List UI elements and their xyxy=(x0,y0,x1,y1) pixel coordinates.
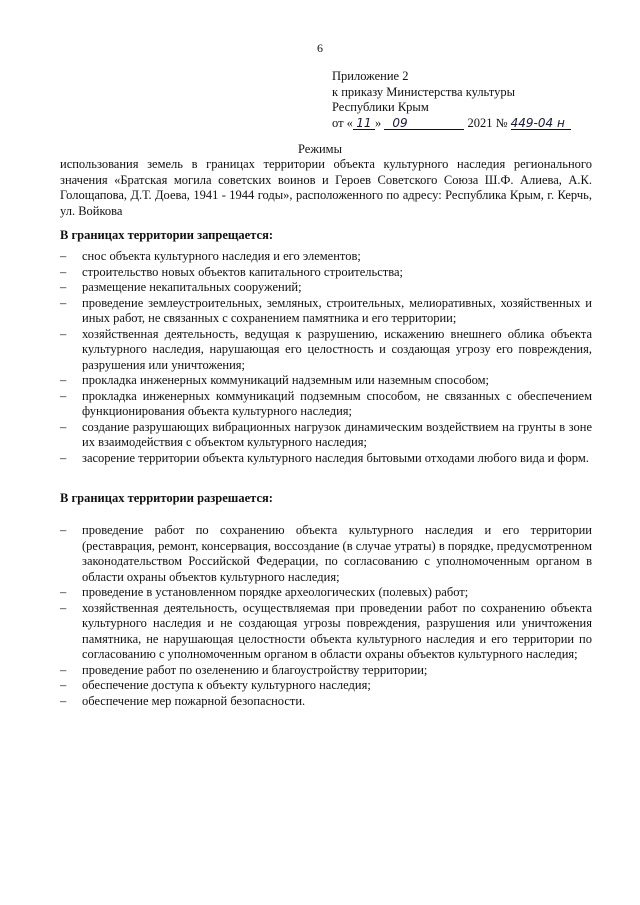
date-month xyxy=(384,117,464,130)
prohibited-item xyxy=(60,451,592,467)
permitted-item xyxy=(60,678,592,694)
appendix-header xyxy=(332,69,571,131)
prohibited-list xyxy=(60,249,592,466)
appendix-line-2: к приказу Министерства культуры xyxy=(332,84,515,99)
prohibited-item xyxy=(60,296,592,327)
permitted-item-text: проведение работ по озеленению и благоустройству территории; xyxy=(82,662,428,677)
permitted-item-text: хозяйственная деятельность, осуществляемая при проведении работ по сохранению объекта культурного наследия и не создающая угрозы повреждения, разрушения или уничтожения памятника, не нарушающая целостности объекта культурного наследия и его территории по согласованию с уполномоченным органом в области охраны объектов культурного наследия; xyxy=(82,600,592,661)
prohibited-heading: В границах территории запрещается: xyxy=(60,228,274,242)
permitted-item-text: проведение в установленном порядке археологических (полевых) работ; xyxy=(82,585,469,599)
dash-bullet: – xyxy=(60,450,67,465)
permitted-item xyxy=(60,523,592,585)
prohibited-item xyxy=(60,373,592,389)
prohibited-item-text: создание разрушающих вибрационных нагрузок динамическим воздействием на грунты в зоне их взаимодействия с объектом культурного наследия; xyxy=(82,419,592,449)
prohibited-item xyxy=(60,327,592,374)
prohibited-item xyxy=(60,389,592,420)
permitted-item xyxy=(60,694,592,710)
prohibited-item-text: хозяйственная деятельность, ведущая к разрушению, искажению внешнего облика объекта культурного наследия, нарушающая его целостность и создающая угрозу его повреждения, разрушения или уничтожения; xyxy=(82,326,592,372)
dash-bullet: – xyxy=(60,523,67,537)
document-title: Режимы xyxy=(298,142,342,156)
appendix-line-3: Республики Крым xyxy=(332,100,429,114)
prohibited-item-text: строительство новых объектов капитального строительства; xyxy=(82,264,403,279)
permitted-item-text: обеспечение мер пожарной безопасности. xyxy=(82,693,306,708)
permitted-item xyxy=(60,663,592,679)
dash-bullet: – xyxy=(60,419,67,434)
date-mid: » xyxy=(374,115,382,130)
permitted-item xyxy=(60,601,592,663)
permitted-item xyxy=(60,585,592,601)
prohibited-item-text: проведение землеустроительных, земляных, строительных, мелиоративных, хозяйственных и иных работ, не связанных с сохранением памятника и его территории; xyxy=(82,295,592,325)
prohibited-item xyxy=(60,265,592,281)
dash-bullet: – xyxy=(60,295,67,310)
date-prefix: от « xyxy=(332,115,353,130)
dash-bullet: – xyxy=(60,280,67,294)
permitted-item-text: обеспечение доступа к объекту культурного наследия; xyxy=(82,678,371,692)
document-subtitle: использования земель в границах территории объекта культурного наследия регионального значения «Братская могила советских воинов и Героев Советского Союза Ш.Ф. Алиева, А.К. Голощапова, Д.Т. Доева, 1941 - 1944 годы», расположенного по адресу: Республика Крым, г. Керчь, ул. Войкова xyxy=(60,157,592,218)
prohibited-item-text: прокладка инженерных коммуникаций надземным или наземным способом; xyxy=(82,373,489,387)
date-month-handwritten: 09 xyxy=(392,115,408,130)
dash-bullet: – xyxy=(60,326,67,341)
permitted-heading: В границах территории разрешается: xyxy=(60,491,273,505)
prohibited-item-text: снос объекта культурного наследия и его элементов; xyxy=(82,249,361,263)
dash-bullet: – xyxy=(60,600,67,615)
date-day-handwritten: 11 xyxy=(356,115,372,130)
dash-bullet: – xyxy=(60,585,67,599)
prohibited-item-text: прокладка инженерных коммуникаций подземным способом, не связанных с обеспечением функционирования объекта культурного наследия; xyxy=(82,388,592,418)
date-day xyxy=(353,117,375,130)
dash-bullet: – xyxy=(60,662,67,677)
page-number: 6 xyxy=(317,41,323,55)
dash-bullet: – xyxy=(60,264,67,279)
dash-bullet: – xyxy=(60,678,67,692)
dash-bullet: – xyxy=(60,249,67,263)
dash-bullet: – xyxy=(60,693,67,708)
permitted-item-text: проведение работ по сохранению объекта культурного наследия и его территории (реставрация, ремонт, консервация, воссоздание (в случае утраты) в порядке, предусмотренном законодательством Российской Федерации, по согласованию с уполномоченным органом в области охраны объектов культурного наследия; xyxy=(82,523,592,584)
prohibited-item xyxy=(60,249,592,265)
prohibited-item-text: размещение некапитальных сооружений; xyxy=(82,280,302,294)
prohibited-item xyxy=(60,420,592,451)
appendix-date-line xyxy=(332,116,571,132)
dash-bullet: – xyxy=(60,388,67,403)
prohibited-item xyxy=(60,280,592,296)
appendix-line-1: Приложение 2 xyxy=(332,69,409,83)
doc-number xyxy=(511,117,571,130)
dash-bullet: – xyxy=(60,373,67,387)
date-year: 2021 № xyxy=(467,115,508,130)
prohibited-item-text: засорение территории объекта культурного наследия бытовыми отходами любого вида и форм. xyxy=(82,450,589,465)
doc-number-handwritten: 449-04 н xyxy=(510,115,565,130)
permitted-list xyxy=(60,523,592,709)
